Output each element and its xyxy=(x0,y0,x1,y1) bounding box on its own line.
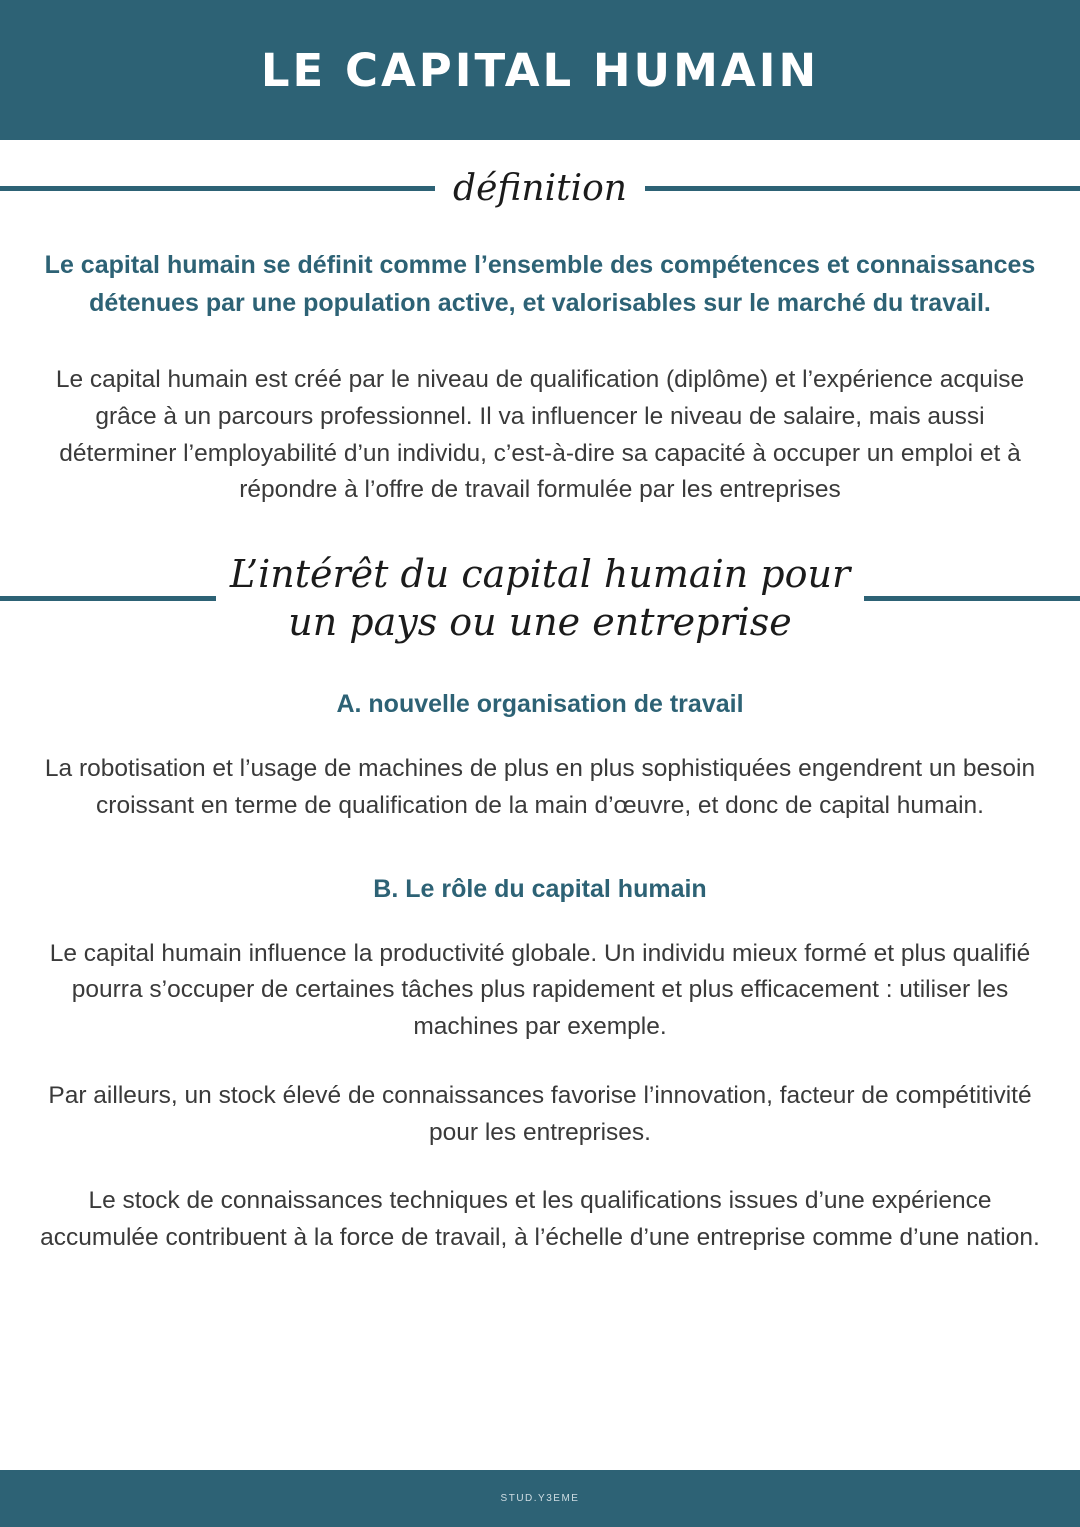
definition-body-paragraph: Le capital humain est créé par le niveau de qualification (diplôme) et l’expérience acquise grâce à un parcours professionnel. Il va influencer le niveau de salaire, mais aussi déterminer l’employabilité d’un individu, c’est-à-dire sa capacité à occuper un emploi et à répondre à l’offre de travail formulée par les entreprises xyxy=(55,366,1025,504)
heading-rule-left-2 xyxy=(0,596,216,601)
heading-rule-right xyxy=(645,186,1080,191)
subsection-title-a: A. nouvelle organisation de travail xyxy=(336,690,744,718)
section-heading-definition xyxy=(0,168,1080,209)
footer-banner xyxy=(0,1470,1080,1527)
heading-rule-left xyxy=(0,186,435,191)
section-title-interet xyxy=(216,551,864,646)
page-title: LE CAPITAL HUMAIN xyxy=(260,43,820,97)
section-heading-interet xyxy=(0,551,1080,646)
subsection-b-paragraph-2: Par ailleurs, un stock élevé de connaissances favorise l’innovation, facteur de compétitivité pour les entreprises. xyxy=(48,1081,1032,1146)
subsection-b-paragraph-3: Le stock de connaissances techniques et les qualifications issues d’une expérience accumulée contribuent à la force de travail, à l’échelle d’une entreprise comme d’une nation. xyxy=(40,1187,1040,1251)
subsection-title-b: B. Le rôle du capital humain xyxy=(373,874,707,903)
section-title-definition: définition xyxy=(453,168,627,209)
header-banner xyxy=(0,0,1080,140)
footer-credit: STUD.Y3EME xyxy=(500,1493,580,1504)
section-title-interet-line2: un pays ou une entreprise xyxy=(288,599,792,644)
heading-rule-right-2 xyxy=(864,596,1080,601)
section-title-interet-line1: L’intérêt du capital humain pour xyxy=(229,552,851,596)
subsection-a-paragraph: La robotisation et l’usage de machines de plus en plus sophistiquées engendrent un besoin croissant en terme de qualification de la main d’œuvre, et donc de capital humain. xyxy=(44,755,1036,819)
definition-lead-paragraph: Le capital humain se définit comme l’ensemble des compétences et connaissances détenues par une population active, et valorisables sur le marché du travail. xyxy=(44,251,1036,317)
document-content xyxy=(0,140,1080,1470)
subsection-b-paragraph-1: Le capital humain influence la productivité globale. Un individu mieux formé et plus qualifié pourra s’occuper de certaines tâches plus rapidement et plus efficacement : utiliser les machines par exemple. xyxy=(49,939,1031,1040)
